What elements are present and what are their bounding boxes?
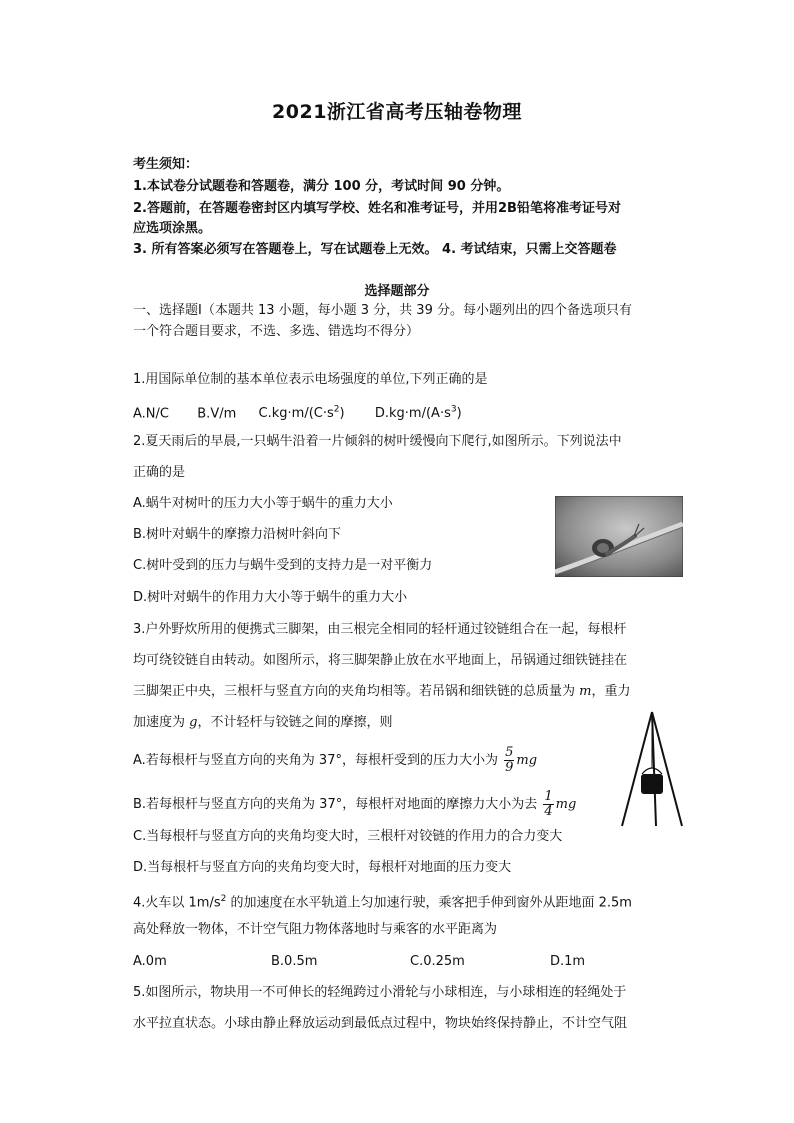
q3-option-b: B.若每根杆与竖直方向的夹角为 37°，每根杆对地面的摩擦力大小为去 $\frac{1}{4}$ mg: [133, 789, 577, 819]
q1-options: [133, 401, 462, 423]
q3-stem-3: 三脚架正中央，三根杆与竖直方向的夹角均相等。若吊锅和细铁链的总质量为 m，重力: [133, 684, 631, 699]
q4-option-d: D.1m: [550, 954, 586, 969]
section-intro-2: 一个符合题目要求，不选、多选、错选均不得分）: [133, 324, 420, 339]
q5-stem-1: 5.如图所示，物块用一不可伸长的轻绳跨过小滑轮与小球相连，与小球相连的轻绳处于: [133, 985, 627, 1000]
snail-on-leaf-photo: [555, 496, 683, 577]
notice-item-1: 1.本试卷分试题卷和答题卷，满分 100 分，考试时间 90 分钟。: [133, 179, 510, 194]
q4-stem-2: 高处释放一物体，不计空气阻力物体落地时与乘客的水平距离为: [133, 922, 498, 937]
notice-item-3: 3. 所有答案必须写在答题卷上，写在试题卷上无效。 4. 考试结束，只需上交答题卷: [133, 242, 617, 257]
q2-option-d: D.树叶对蜗牛的作用力大小等于蜗牛的重力大小: [133, 590, 408, 605]
tripod-with-pot-figure: [620, 710, 684, 828]
q2-stem-1: 2.夏天雨后的早晨,一只蜗牛沿着一片倾斜的树叶缓慢向下爬行,如图所示。下列说法中: [133, 434, 622, 449]
q1-option-b: B.V/m: [197, 406, 237, 422]
q3-option-a-fraction: $\frac{5}{9}$: [505, 745, 514, 775]
q4-option-c: C.0.25m: [410, 954, 465, 969]
notice-item-2: 2.答题前，在答题卷密封区内填写学校、姓名和准考证号，并用2B铅笔将准考证号对: [133, 201, 621, 216]
q3-option-a: A.若每根杆与竖直方向的夹角为 37°，每根杆受到的压力大小为 $\frac{5}{9}$ mg: [133, 745, 538, 775]
exam-title: 2021浙江省高考压轴卷物理: [272, 101, 522, 123]
q2-option-c: C.树叶受到的压力与蜗牛受到的支持力是一对平衡力: [133, 558, 433, 573]
q2-option-b: B.树叶对蜗牛的摩擦力沿树叶斜向下: [133, 527, 342, 542]
notice-item-2-cont: 应选项涂黑。: [133, 221, 212, 236]
q1-option-c: $C.kg\cdot m/(C\cdot s^2)$: [258, 405, 345, 422]
q4-option-b: B.0.5m: [271, 954, 318, 969]
q2-stem-2: 正确的是: [133, 465, 186, 480]
q4-option-a: A.0m: [133, 954, 167, 969]
q3-stem-1: 3.户外野炊所用的便携式三脚架，由三根完全相同的轻杆通过铰链组合在一起，每根杆: [133, 622, 627, 637]
q1-option-a: A.N/C: [133, 406, 169, 422]
section-heading: 选择题部分: [364, 284, 430, 299]
q3-option-c: C.当每根杆与竖直方向的夹角均变大时，三根杆对铰链的作用力的合力变大: [133, 829, 563, 844]
q3-stem-4: 加速度为 g，不计轻杆与铰链之间的摩擦，则: [133, 715, 393, 730]
notice-heading: 考生须知：: [133, 157, 199, 172]
q4-stem-1: 4.火车以 $1m/s^2$ 的加速度在水平轨道上匀加速行驶，乘客把手伸到窗外从距地面 2.5m: [133, 894, 632, 911]
q1-stem: 1.用国际单位制的基本单位表示电场强度的单位,下列正确的是: [133, 372, 488, 387]
q3-option-b-fraction: $\frac{1}{4}$: [544, 789, 553, 819]
q3-stem-2: 均可绕铰链自由转动。如图所示，将三脚架静止放在水平地面上，吊锅通过细铁链挂在: [133, 653, 628, 668]
q1-option-d: $D.kg\cdot m/(A\cdot s^3)$: [374, 405, 462, 422]
q3-option-d: D.当每根杆与竖直方向的夹角均变大时，每根杆对地面的压力变大: [133, 860, 512, 875]
q2-option-a: A.蜗牛对树叶的压力大小等于蜗牛的重力大小: [133, 496, 393, 511]
section-intro-1: 一、选择题Ⅰ（本题共 13 小题，每小题 3 分，共 39 分。每小题列出的四个备选项只有: [133, 303, 632, 318]
q5-stem-2: 水平拉直状态。小球由静止释放运动到最低点过程中，物块始终保持静止，不计空气阻: [133, 1016, 628, 1031]
